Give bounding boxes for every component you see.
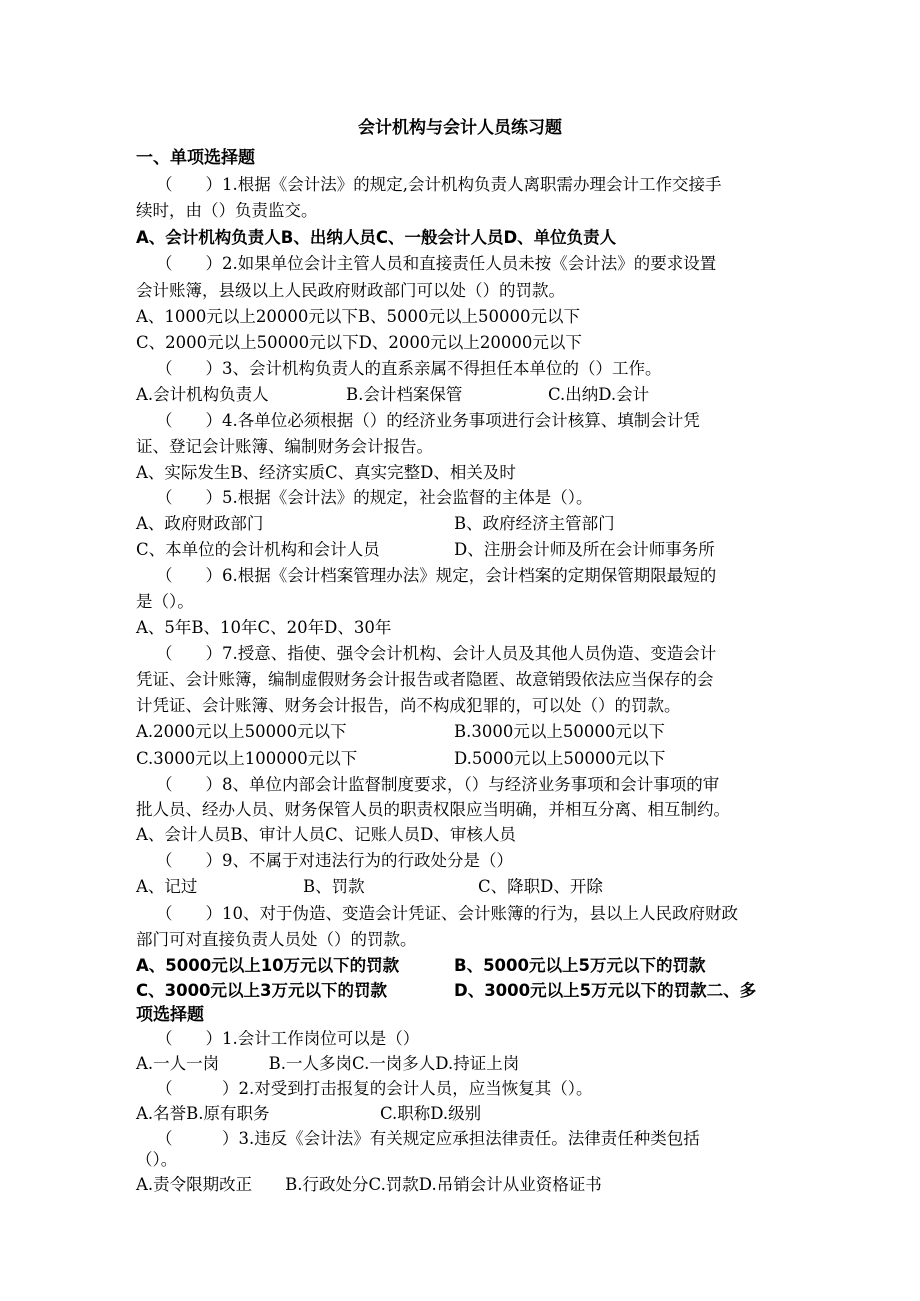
question-2-line-2: 会计账簿，县级以上人民政府财政部门可以处（）的罚款。: [136, 281, 565, 300]
question-2-options-cd: C、2000元以上50000元以下D、2000元以上20000元以下: [136, 333, 582, 352]
question-5-line-1: （ ）5.根据《会计法》的规定，社会监督的主体是（）。: [156, 488, 593, 507]
question-7-line-2: 凭证、会计账簿，编制虚假财务会计报告或者隐匿、故意销毁依法应当保存的会: [136, 670, 714, 689]
question-3-line-1: （ ）3、会计机构负责人的直系亲属不得担任本单位的（）工作。: [156, 359, 662, 378]
question-3-option-b: B.会计档案保管: [346, 385, 463, 404]
question-9-option-b: B、罚款: [303, 877, 365, 896]
question-4-options: A、实际发生B、经济实质C、真实完整D、相关及时: [136, 463, 516, 482]
multi-question-1-options: A.一人一岗 B.一人多岗C.一岗多人D.持证上岗: [136, 1054, 520, 1073]
question-1-options: A、会计机构负责人B、出纳人员C、一般会计人员D、单位负责人: [136, 228, 617, 247]
question-4-line-1: （ ）4.各单位必须根据（）的经济业务事项进行会计核算、填制会计凭: [156, 411, 700, 430]
question-5-option-a: A、政府财政部门: [136, 514, 264, 533]
question-10-line-2: 部门可对直接负责人员处（）的罚款。: [136, 930, 417, 949]
multi-question-1-line-1: （ ）1.会计工作岗位可以是（）: [156, 1029, 420, 1048]
question-8-line-2: 批人员、经办人员、财务保管人员的职责权限应当明确，并相互分离、相互制约。: [136, 800, 730, 819]
multi-question-3-options: A.责令限期改正 B.行政处分C.罚款D.吊销会计从业资格证书: [136, 1175, 602, 1194]
question-3-option-a: A.会计机构负责人: [136, 385, 269, 404]
question-8-line-1: （ ）8、单位内部会计监督制度要求，（）与经济业务事项和会计事项的审: [156, 775, 720, 794]
multi-question-3-line-2: （）。: [136, 1150, 178, 1169]
question-7-line-3: 计凭证、会计账簿、财务会计报告，尚不构成犯罪的，可以处（）的罚款。: [136, 696, 681, 715]
question-10-option-b: B、5000元以上5万元以下的罚款: [454, 956, 706, 975]
question-9-option-cd: C、降职D、开除: [478, 877, 603, 896]
question-6-options: A、5年B、10年C、20年D、30年: [136, 618, 392, 637]
question-10-option-d: D、3000元以上5万元以下的罚款二、多: [454, 981, 757, 1000]
question-6-line-1: （ ）6.根据《会计档案管理办法》规定，会计档案的定期保管期限最短的: [156, 566, 717, 585]
question-2-options-ab: A、1000元以上20000元以下B、5000元以上50000元以下: [136, 307, 581, 326]
section-heading-single-choice: 一、单项选择题: [136, 148, 255, 168]
section-heading-multiple-choice: 项选择题: [136, 1005, 204, 1025]
question-7-option-d: D.5000元以上50000元以下: [454, 749, 666, 768]
question-5-option-d: D、注册会计师及所在会计师事务所: [454, 540, 715, 559]
question-10-line-1: （ ）10、对于伪造、变造会计凭证、会计账簿的行为，县以上人民政府财政: [156, 904, 738, 923]
question-2-line-1: （ ）2.如果单位会计主管人员和直接责任人员未按《会计法》的要求设置: [156, 254, 717, 273]
question-7-option-c: C.3000元以上100000元以下: [136, 749, 358, 768]
question-5-option-b: B、政府经济主管部门: [454, 514, 615, 533]
question-9-option-a: A、记过: [136, 877, 198, 896]
question-1-line-1: （ ）1.根据《会计法》的规定,会计机构负责人离职需办理会计工作交接手: [156, 175, 722, 194]
question-3-option-cd: C.出纳D.会计: [548, 385, 650, 404]
multi-question-2-line-1: （ ）2.对受到打击报复的会计人员，应当恢复其（）。: [156, 1079, 593, 1098]
question-7-option-a: A.2000元以上50000元以下: [136, 722, 347, 741]
multi-question-3-line-1: （ ）3.违反《会计法》有关规定应承担法律责任。法律责任种类包括: [156, 1129, 700, 1148]
question-5-option-c: C、本单位的会计机构和会计人员: [136, 540, 380, 559]
question-4-line-2: 证、登记会计账簿、编制财务会计报告。: [136, 437, 433, 456]
multi-question-2-options-ab: A.名誉B.原有职务: [136, 1104, 270, 1123]
multi-question-2-options-cd: C.职称D.级别: [380, 1104, 482, 1123]
question-7-line-1: （ ）7.授意、指使、强令会计机构、会计人员及其他人员伪造、变造会计: [156, 644, 717, 663]
question-9-line-1: （ ）9、不属于对违法行为的行政处分是（）: [156, 851, 513, 870]
question-8-options: A、会计人员B、审计人员C、记账人员D、审核人员: [136, 825, 516, 844]
question-10-option-a: A、5000元以上10万元以下的罚款: [136, 956, 400, 975]
page-title: 会计机构与会计人员练习题: [358, 118, 562, 138]
question-7-option-b: B.3000元以上50000元以下: [454, 722, 665, 741]
question-6-line-2: 是（）。: [136, 592, 194, 611]
question-10-option-c: C、3000元以上3万元以下的罚款: [136, 981, 388, 1000]
question-1-line-2: 续时，由（）负责监交。: [136, 201, 318, 220]
